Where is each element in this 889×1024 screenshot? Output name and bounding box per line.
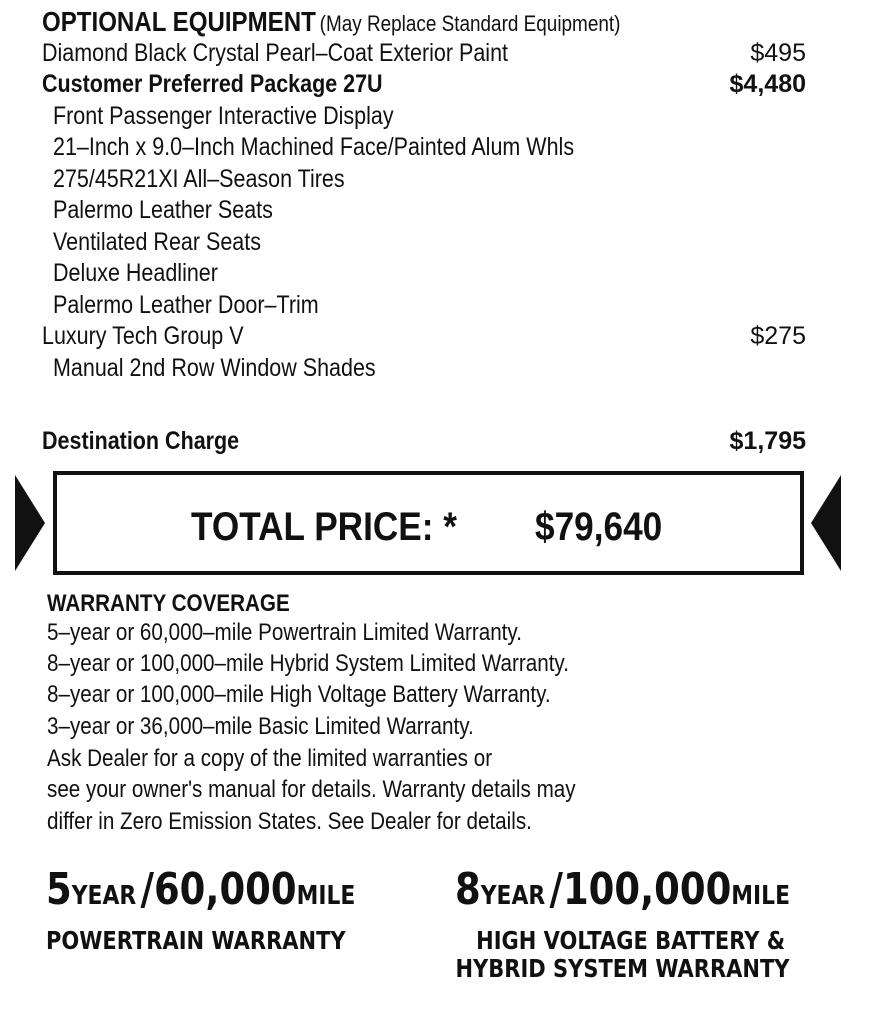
package-price: $4,480: [729, 70, 806, 98]
option-price: $495: [750, 39, 806, 67]
package-item-label: Palermo Leather Door–Trim: [53, 291, 319, 319]
total-price-label: TOTAL PRICE: *: [191, 505, 457, 549]
package-label: Customer Preferred Package 27U: [42, 70, 383, 98]
package-item-label: Ventilated Rear Seats: [53, 228, 261, 256]
warranty-line: [47, 649, 654, 679]
package-item: [42, 100, 806, 132]
total-price-value: $79,640: [535, 505, 663, 549]
battery-warranty-caption-line2: HYBRID SYSTEM WARRANTY: [455, 954, 790, 983]
destination-charge-row: [42, 425, 806, 457]
warranty-years: 8: [455, 864, 481, 915]
package-item: [42, 163, 806, 195]
option-label: Diamond Black Crystal Pearl–Coat Exterior Paint: [42, 39, 509, 67]
destination-charge-label: Destination Charge: [42, 427, 240, 455]
package-item: [42, 194, 806, 226]
battery-warranty-term: [455, 862, 790, 927]
warranty-miles: 60,000: [153, 864, 297, 915]
total-price-box: [53, 471, 804, 575]
option-row: [42, 37, 806, 69]
powertrain-warranty-term: [46, 862, 355, 927]
optional-equipment-note: (May Replace Standard Equipment): [319, 11, 621, 36]
option-subitem: [42, 352, 806, 384]
warranty-coverage-title: [47, 589, 329, 619]
warranty-line: [47, 807, 611, 837]
right-arrow-icon: [811, 475, 841, 571]
warranty-line-text: 8–year or 100,000–mile High Voltage Battery Warranty.: [47, 681, 551, 708]
package-item-label: Palermo Leather Seats: [53, 196, 273, 224]
powertrain-warranty-badge: [46, 862, 414, 955]
option-label: Luxury Tech Group V: [42, 322, 244, 350]
warranty-line-text: differ in Zero Emission States. See Dealer for details.: [47, 808, 532, 835]
warranty-line-text: see your owner's manual for details. Warranty details may: [47, 776, 576, 803]
package-item: [42, 131, 806, 163]
option-subitem-label: Manual 2nd Row Window Shades: [53, 354, 376, 382]
warranty-mile-unit: MILE: [731, 881, 791, 911]
warranty-line-text: Ask Dealer for a copy of the limited warranties or: [47, 745, 493, 772]
warranty-line-text: 5–year or 60,000–mile Powertrain Limited Warranty.: [47, 619, 522, 646]
optional-equipment-header: [42, 4, 715, 40]
option-price: $275: [750, 322, 806, 350]
package-item-label: Deluxe Headliner: [53, 259, 218, 287]
warranty-line-text: 3–year or 36,000–mile Basic Limited Warranty.: [47, 713, 474, 740]
package-row: [42, 68, 806, 100]
package-item: [42, 289, 806, 321]
optional-equipment-title: OPTIONAL EQUIPMENT: [42, 6, 316, 37]
warranty-years: 5: [46, 864, 72, 915]
warranty-mile-unit: MILE: [296, 881, 356, 911]
package-item: [42, 226, 806, 258]
warranty-line: [47, 680, 633, 710]
warranty-slash: /: [140, 864, 154, 915]
warranty-coverage-title-text: WARRANTY COVERAGE: [47, 590, 290, 617]
warranty-miles: 100,000: [562, 864, 732, 915]
warranty-year-unit: YEAR: [480, 881, 546, 911]
warranty-line: [47, 775, 662, 805]
package-item-label: 275/45R21XI All–Season Tires: [53, 165, 345, 193]
warranty-line: [47, 744, 565, 774]
warranty-line: [47, 712, 543, 742]
battery-warranty-caption-line1: HIGH VOLTAGE BATTERY &: [476, 926, 786, 955]
package-item: [42, 257, 806, 289]
warranty-line-text: 8–year or 100,000–mile Hybrid System Limited Warranty.: [47, 650, 569, 677]
warranty-slash: /: [549, 864, 563, 915]
powertrain-warranty-caption: POWERTRAIN WARRANTY: [46, 926, 346, 955]
warranty-year-unit: YEAR: [71, 881, 137, 911]
battery-warranty-badge: [455, 862, 854, 983]
package-item-label: 21–Inch x 9.0–Inch Machined Face/Painted Alum Whls: [53, 133, 575, 161]
package-item-label: Front Passenger Interactive Display: [53, 102, 394, 130]
left-arrow-icon: [15, 475, 45, 571]
option-row: [42, 320, 806, 352]
warranty-line: [47, 618, 599, 648]
destination-charge-price: $1,795: [729, 427, 806, 455]
